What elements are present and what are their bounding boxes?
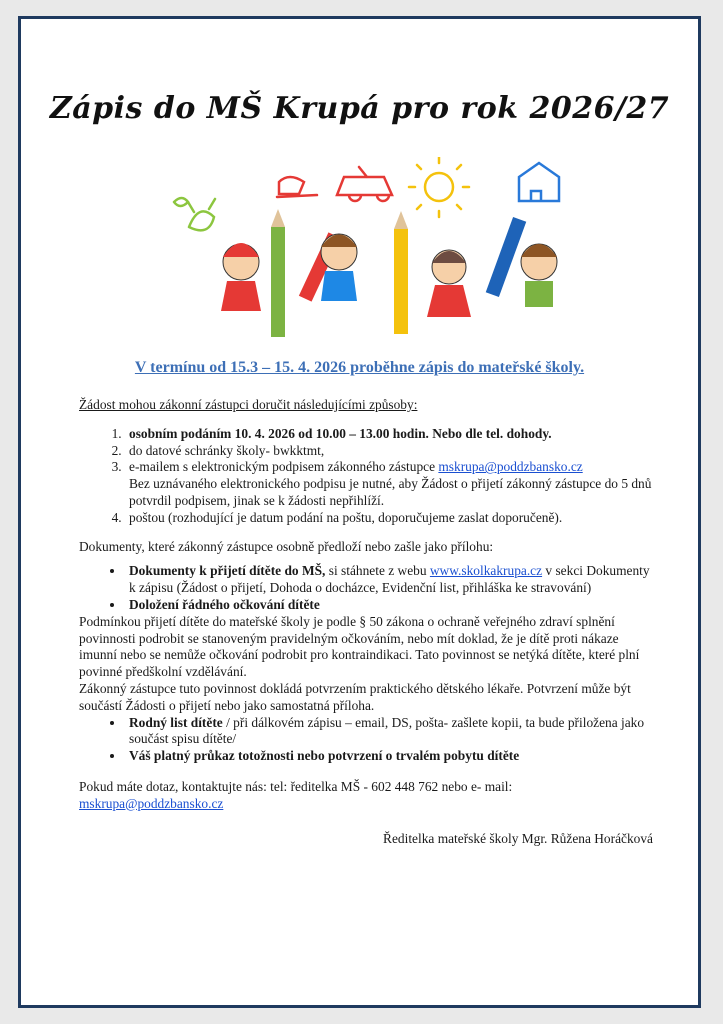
intro-text: Žádost mohou zákonní zástupci doručit následujícími způsoby:	[79, 397, 418, 412]
list-item: • Dokumenty k přijetí dítěte do MŠ, si stáhnete z webu www.skolkakrupa.cz v sekci Dokumenty k zápisu (Žádost o přijetí, Dohoda o docházce, Evidenční list, přihláška ke stravování)	[125, 563, 659, 597]
website-link[interactable]: www.skolkakrupa.cz	[429, 563, 543, 579]
document-body	[79, 397, 659, 847]
page-title: Zápis do MŠ Krupá pro rok 2026/27	[49, 91, 670, 126]
vaccination-text: Podmínkou přijetí dítěte do mateřské školy je podle § 50 zákona o ochraně veřejného zdraví splnění povinnosti podrobit se stanoveným pravidelným očkováním, nebo mít doklad, že je dítě proti nákaze imunní nebo se nemůže očkování podrobit pro kontraindikaci. Tato povinnost se netýká dítěte, které plní povinné předškolní vzdělávání.	[79, 613, 640, 680]
email-link[interactable]: mskrupa@poddzbansko.cz	[438, 459, 583, 475]
documents-intro: Dokumenty, které zákonný zástupce osobně předloží nebo zašle jako přílohu:	[79, 538, 494, 554]
signature: Ředitelka mateřské školy Mgr. Růžena Horáčková	[383, 830, 653, 846]
list-item: 3. e-mailem s elektronickým podpisem zákonného zástupce mskrupa@poddzbansko.cz Bez uznávaného elektronického podpisu je nutné, aby Žádost o přijetí zákonný zástupce do 5 dnů potvrdil podpisem, jinak se k žádosti nepřihlíží.	[125, 459, 659, 509]
contact-text: Pokud máte dotaz, kontaktujte nás: tel: ředitelka MŠ - 602 448 762 nebo e- mail:	[79, 778, 513, 794]
children-pencils-illustration	[149, 157, 569, 347]
list-item: • Doložení řádného očkování dítěte	[125, 597, 659, 614]
documents-list-2	[79, 715, 659, 765]
documents-list	[79, 563, 659, 613]
vaccination-text-2: Zákonný zástupce tuto povinnost dokládá potvrzením praktického dětského lékaře. Potvrzení může být součástí Žádosti o přijetí nebo jako samostatná příloha.	[79, 680, 631, 713]
submission-methods-list	[79, 426, 659, 527]
list-item: 2. do datové schránky školy- bwkktmt,	[125, 443, 659, 460]
list-item: 1. osobním podáním 10. 4. 2026 od 10.00 – 13.00 hodin. Nebo dle tel. dohody.	[125, 426, 659, 443]
enrollment-headline: V termínu od 15.3 – 15. 4. 2026 proběhne zápis do mateřské školy.	[134, 359, 585, 376]
list-item: • Váš platný průkaz totožnosti nebo potvrzení o trvalém pobytu dítěte	[125, 748, 659, 765]
list-item: • Rodný list dítěte / při dálkovém zápisu – email, DS, pošta- zašlete kopii, ta bude přiložena jako součást spisu dítěte/	[125, 715, 659, 749]
list-item: 4. poštou (rozhodující je datum podání na poštu, doporučujeme zaslat doporučeně).	[125, 510, 659, 527]
document-page	[18, 16, 701, 1008]
contact-email-link[interactable]: mskrupa@poddzbansko.cz	[79, 795, 224, 811]
